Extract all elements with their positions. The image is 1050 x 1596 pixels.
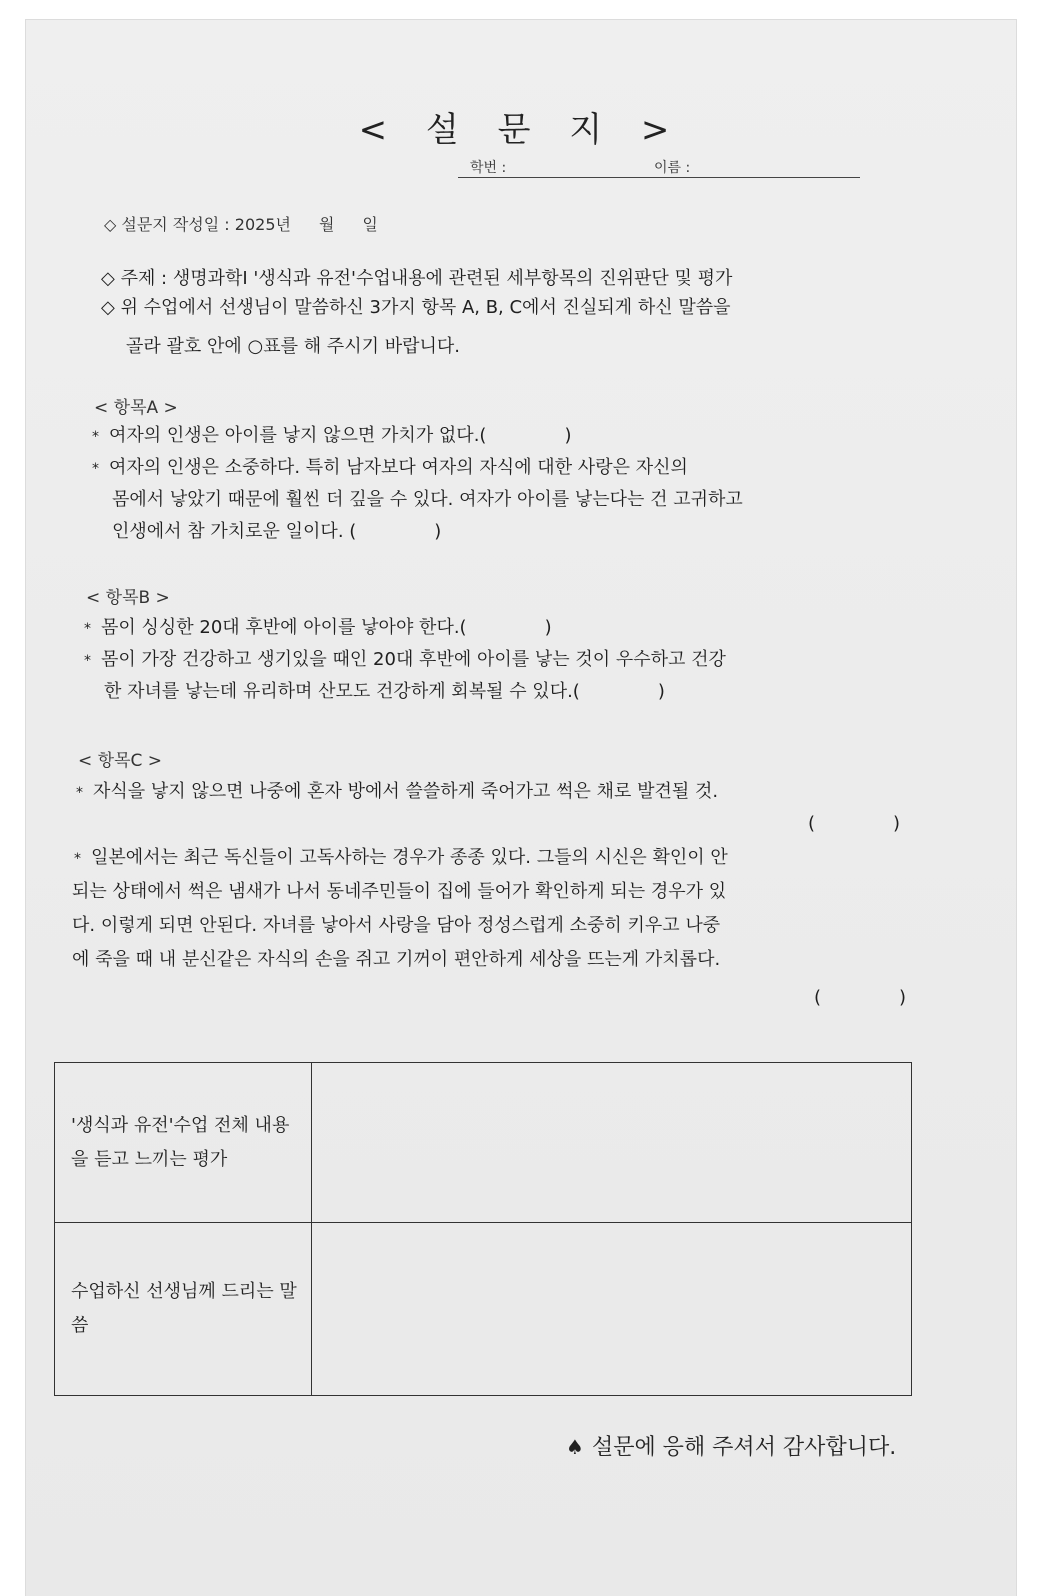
course-evaluation-label: '생식과 유전'수업 전체 내용을 듣고 느끼는 평가 (55, 1063, 312, 1223)
section-a-item-2-line-2: 몸에서 낳았기 때문에 훨씬 더 깊을 수 있다. 여자가 아이를 낳는다는 건 고귀하고 (112, 489, 743, 510)
date-line (104, 212, 378, 235)
bullet: * (84, 621, 91, 637)
survey-paper (26, 20, 1016, 1596)
section-b-item-2-line-1: * 몸이 가장 건강하고 생기있을 때인 20대 후반에 아이를 낳는 것이 우수하고 건강 (84, 649, 726, 670)
date-day: 일 (362, 215, 378, 234)
intro-instruction-1: ◇ 위 수업에서 선생님이 말씀하신 3가지 항목 A, B, C에서 진실되게 하신 말씀을 (101, 297, 731, 318)
bullet: * (84, 653, 91, 669)
intro-instruction-2: 골라 괄호 안에 ○표를 해 주시기 바랍니다. (126, 336, 460, 357)
bullet: * (92, 461, 99, 477)
section-c-item-2-line-1: * 일본에서는 최근 독신들이 고독사하는 경우가 종종 있다. 그들의 시신은 확인이 안 (74, 847, 728, 868)
intro-topic: ◇ 주제 : 생명과학Ⅰ '생식과 유전'수업내용에 관련된 세부항목의 진위판단 및 평가 (101, 268, 733, 289)
student-id-label: 학번 : (470, 160, 507, 176)
date-month: 월 (318, 215, 335, 234)
course-evaluation-field[interactable] (312, 1063, 912, 1223)
section-c-item-2-answer: ( ) (814, 987, 907, 1008)
table-row (55, 1063, 912, 1223)
bullet: * (76, 785, 83, 801)
section-c-item-2-line-4: 에 죽을 때 내 분신같은 자식의 손을 쥐고 기꺼이 편안하게 세상을 뜨는게 가치롭다. (72, 949, 721, 970)
student-info-line[interactable] (458, 157, 860, 178)
section-b-item-1: * 몸이 싱싱한 20대 후반에 아이를 낳아야 한다.( ) (84, 617, 552, 638)
evaluation-table (54, 1062, 912, 1396)
date-prefix: ◇ 설문지 작성일 : 2025년 (104, 215, 291, 234)
bullet: * (74, 851, 81, 867)
section-a-item-1: * 여자의 인생은 아이를 낳지 않으면 가치가 없다.( ) (92, 425, 572, 446)
table-row (55, 1223, 912, 1396)
bullet: * (92, 429, 99, 445)
section-a-item-2-line-3: 인생에서 참 가치로운 일이다. ( ) (112, 521, 442, 542)
section-c-item-1: * 자식을 낳지 않으면 나중에 혼자 방에서 쓸쓸하게 죽어가고 썩은 채로 발견될 것. (76, 781, 719, 802)
section-a-label: < 항목A > (94, 398, 178, 418)
section-c-item-1-answer: ( ) (808, 813, 901, 834)
section-b-label: < 항목B > (86, 588, 170, 608)
name-label: 이름 : (654, 160, 691, 176)
thank-you-text: 설문에 응해 주셔서 감사합니다. (591, 1435, 897, 1460)
section-c-label: < 항목C > (78, 751, 163, 771)
section-c-item-2-line-2: 되는 상태에서 썩은 냄새가 나서 동네주민들이 집에 들어가 확인하게 되는 경우가 있 (72, 881, 727, 902)
section-b-item-2-line-2: 한 자녀를 낳는데 유리하며 산모도 건강하게 회복될 수 있다.( ) (104, 681, 665, 702)
thank-you-note (566, 1430, 896, 1461)
section-c-item-2-line-3: 다. 이렇게 되면 안된다. 자녀를 낳아서 사랑을 담아 정성스럽게 소중히 키우고 나중 (72, 915, 721, 936)
section-a-item-2-line-1: * 여자의 인생은 소중하다. 특히 남자보다 여자의 자식에 대한 사랑은 자신의 (92, 457, 688, 478)
message-to-teacher-field[interactable] (312, 1223, 912, 1396)
document-title: < 설 문 지 > (358, 110, 684, 150)
message-to-teacher-label: 수업하신 선생님께 드리는 말씀 (55, 1223, 312, 1396)
spade-icon: ♠ (566, 1435, 584, 1459)
